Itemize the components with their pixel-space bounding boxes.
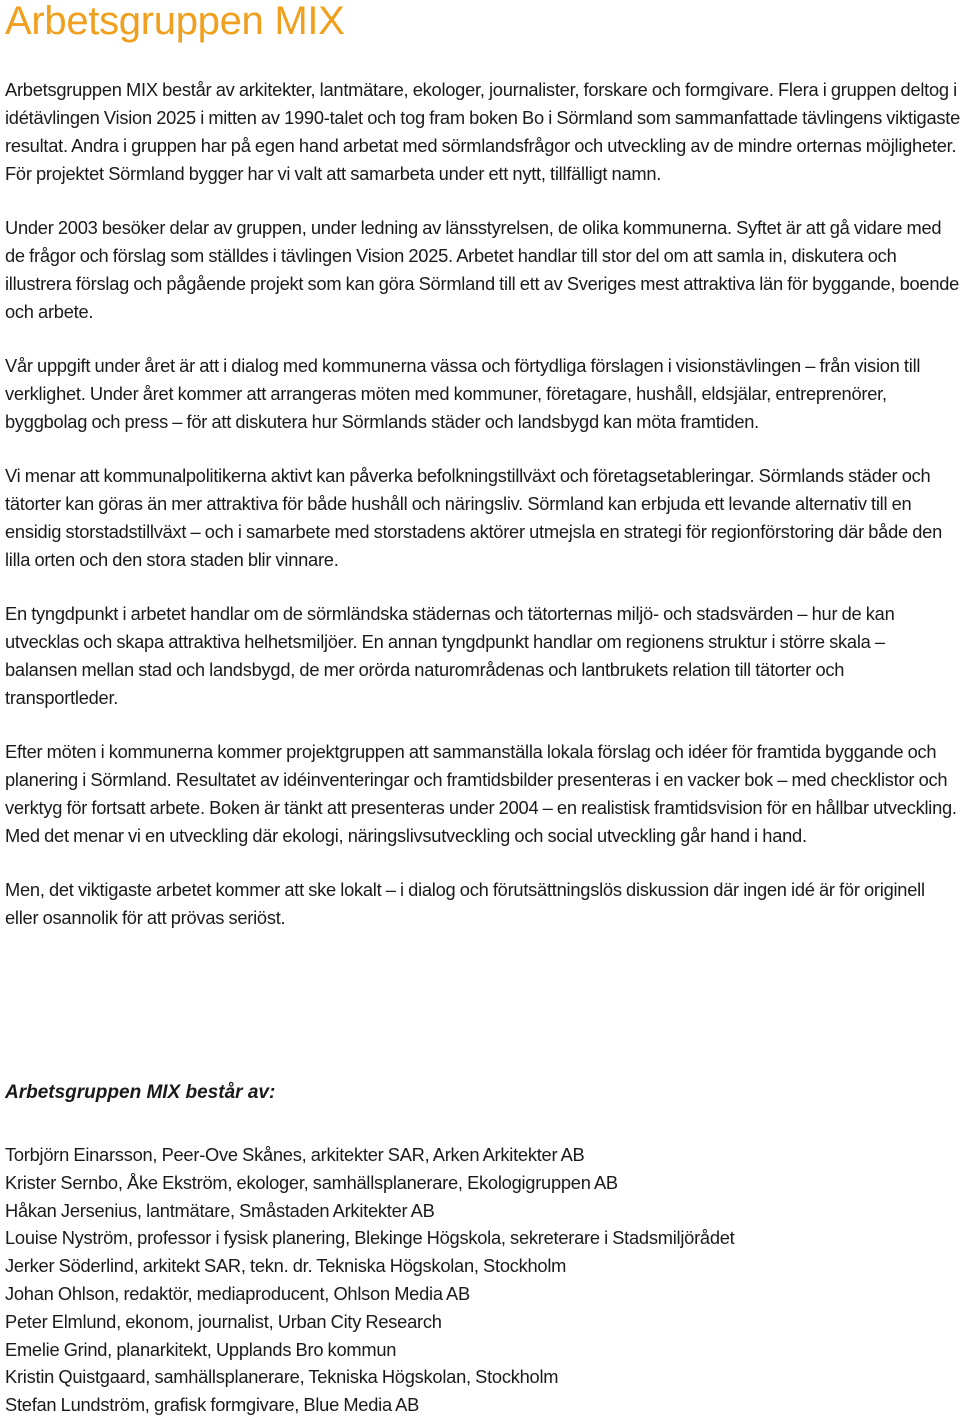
member-item: Torbjörn Einarsson, Peer-Ove Skånes, arkitekter SAR, Arken Arkitekter AB <box>5 1144 585 1165</box>
member-item: Stefan Lundström, grafisk formgivare, Blue Media AB <box>5 1394 420 1416</box>
page-title: Arbetsgruppen MIX <box>5 0 345 43</box>
member-item: Peter Elmlund, ekonom, journalist, Urban City Research <box>5 1310 442 1332</box>
member-item: Håkan Jersenius, lantmätare, Småstaden Arkitekter AB <box>5 1199 435 1221</box>
paragraph-7: Men, det viktigaste arbetet kommer att ske lokalt – i dialog och förutsättningslös diskussion där ingen idé är för originell eller osannolik för att prövas seriöst. <box>5 879 925 928</box>
paragraph-3: Vår uppgift under året är att i dialog med kommunerna vässa och förtydliga förslagen i visionstävlingen – från vision till verklighet. Under året kommer att arrangeras möten med kommuner, företagare, hushåll, eldsjälar, entreprenörer, byggbolag och press – för att diskutera hur Sörmlands städer och landsbygd kan möta framtiden. <box>5 355 921 432</box>
paragraph-2: Under 2003 besöker delar av gruppen, under ledning av länsstyrelsen, de olika kommunerna. Syftet är att gå vidare med de frågor och förslag som ställdes i tävlingen Vision 2025. Arbetet handlar till stor del om att samla in, diskutera och illustrera förslag och pågående projekt som kan göra Sörmland till ett av Sveriges mest attraktiva län för byggande, boende och arbete. <box>5 217 960 322</box>
member-item: Emelie Grind, planarkitekt, Upplands Bro kommun <box>5 1338 397 1360</box>
member-item: Kristin Quistgaard, samhällsplanerare, Tekniska Högskolan, Stockholm <box>5 1366 559 1388</box>
paragraph-6: Efter möten i kommunerna kommer projektgruppen att sammanställa lokala förslag och idéer för framtida byggande och planering i Sörmland. Resultatet av idéinventeringar och framtidsbilder presenteras i en vacker bok – med checklistor och verktyg för fortsatt arbete. Boken är tänkt att presenteras under 2004 – en realistisk framtidsvision för en hållbar utveckling. Med det menar vi en utveckling där ekologi, näringslivsutveckling och social utveckling går hand i hand. <box>5 741 957 846</box>
member-item: Johan Ohlson, redaktör, mediaproducent, Ohlson Media AB <box>5 1282 470 1304</box>
body-text <box>5 76 960 958</box>
paragraph-5: En tyngdpunkt i arbetet handlar om de sörmländska städernas och tätorternas miljö- och stadsvärden – hur de kan utvecklas och skapa attraktiva helhetsmiljöer. En annan tyngdpunkt handlar om regionens struktur i större skala – balansen mellan stad och landsbygd, de mer orörda naturområdenas och lantbrukets relation till tätorter och transportleder. <box>5 603 895 708</box>
member-item: Louise Nyström, professor i fysisk planering, Blekinge Högskola, sekreterare i Stadsmiljörådet <box>5 1227 735 1249</box>
members-heading: Arbetsgruppen MIX består av: <box>5 1082 276 1103</box>
member-item: Krister Sernbo, Åke Ekström, ekologer, samhällsplanerare, Ekologigruppen AB <box>5 1171 618 1193</box>
member-item: Jerker Söderlind, arkitekt SAR, tekn. dr. Tekniska Högskolan, Stockholm <box>5 1255 567 1277</box>
members-list <box>5 1141 735 1419</box>
paragraph-1: Arbetsgruppen MIX består av arkitekter, lantmätare, ekologer, journalister, forskare och formgivare. Flera i gruppen deltog i idétävlingen Vision 2025 i mitten av 1990-talet och tog fram boken Bo i Sörmland som sammanfattade tävlingens viktigaste resultat. Andra i gruppen har på egen hand arbetat med sörmlandsfrågor och utveckling av de mindre orternas möjligheter. För projektet Sörmland bygger har vi valt att samarbeta under ett nytt, tillfälligt namn. <box>5 79 960 184</box>
paragraph-4: Vi menar att kommunalpolitikerna aktivt kan påverka befolkningstillväxt och företagsetableringar. Sörmlands städer och tätorter kan göras än mer attraktiva för både hushåll och näringsliv. Sörmland kan erbjuda ett levande alternativ till en ensidig storstadstillväxt – och i samarbete med storstadens aktörer utmejsla en strategi för regionförstoring där både den lilla orten och den stora staden blir vinnare. <box>5 465 943 570</box>
